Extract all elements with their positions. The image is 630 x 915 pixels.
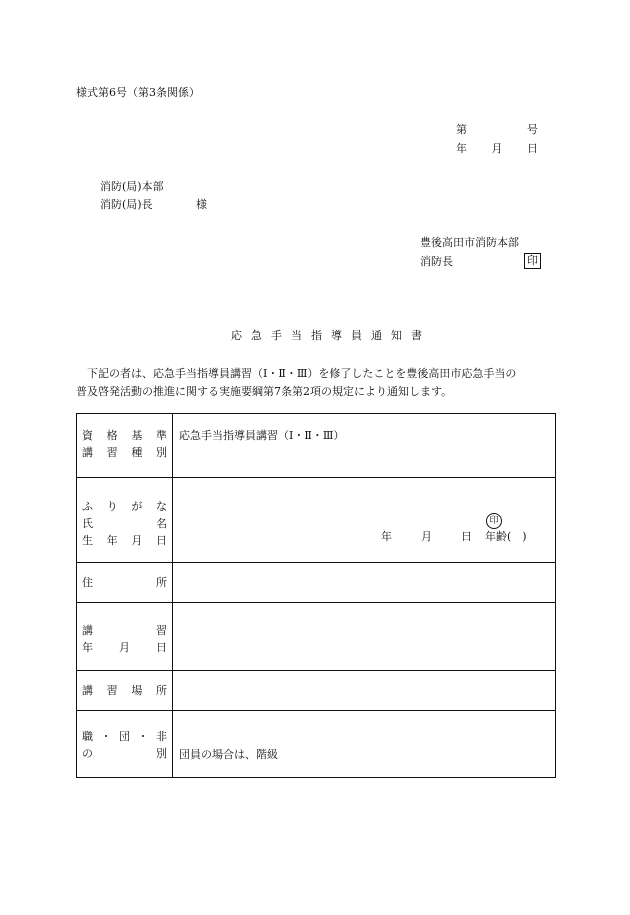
- person-value-cell: [173, 478, 556, 563]
- birthdate-label: 生 年 月 日: [82, 534, 167, 547]
- age-label: 年齢( ): [485, 530, 527, 543]
- category-label-line-1: 職 ・ 団 ・ 非: [82, 730, 167, 743]
- body-text-line-1: 下記の者は、応急手当指導員講習（Ⅰ・Ⅱ・Ⅲ）を修了したことを豊後高田市応急手当の: [76, 367, 517, 380]
- course-date-row: [77, 603, 556, 671]
- person-label-cell: [77, 478, 173, 563]
- course-date-label-cell: [77, 603, 173, 671]
- qualification-value: 応急手当指導員講習（Ⅰ・Ⅱ・Ⅲ）: [179, 429, 345, 442]
- number-suffix: 号: [527, 123, 538, 136]
- category-label-cell: [77, 711, 173, 778]
- sender-organization: 豊後高田市消防本部: [420, 236, 519, 249]
- qualification-row: [77, 414, 556, 478]
- document-date-line: [456, 143, 538, 154]
- course-date-label-line-2: 年 月 日: [82, 641, 167, 654]
- birth-day-label: 日: [461, 530, 472, 543]
- category-label-line-2: の 別: [82, 747, 167, 760]
- qualification-label-line-1: 資 格 基 準: [82, 429, 167, 442]
- furigana-label: ふ り が な: [82, 500, 167, 513]
- recipient-honorific: 様: [196, 198, 207, 211]
- person-row: [77, 478, 556, 563]
- qualification-label-cell: [77, 414, 173, 478]
- address-label-cell: [77, 563, 173, 603]
- date-day: 日: [527, 142, 538, 155]
- category-row: [77, 711, 556, 778]
- date-year: 年: [456, 142, 467, 155]
- number-prefix: 第: [456, 123, 467, 136]
- form-number: 様式第6号（第3条関係）: [76, 86, 200, 99]
- applicant-seal: 印: [486, 513, 502, 529]
- name-label: 氏 名: [82, 517, 167, 530]
- qualification-value-cell: [173, 414, 556, 478]
- course-place-row: [77, 671, 556, 711]
- qualification-label-line-2: 講 習 種 別: [82, 446, 167, 459]
- address-label: 住 所: [82, 576, 167, 589]
- birth-month-label: 月: [421, 530, 432, 543]
- sender-seal: [524, 253, 541, 269]
- category-value: 団員の場合は、階級: [179, 748, 278, 761]
- seal-mark: 印: [524, 253, 541, 269]
- document-title: 応急手当指導員通知書: [231, 329, 431, 342]
- address-value-cell: [173, 563, 556, 603]
- course-date-label-line-1: 講 習: [82, 624, 167, 637]
- body-text-line-2: 普及啓発活動の推進に関する実施要綱第7条第2項の規定により通知します。: [76, 385, 453, 398]
- category-value-cell: [173, 711, 556, 778]
- course-date-value-cell: [173, 603, 556, 671]
- course-place-label: 講 習 場 所: [82, 684, 167, 697]
- course-place-label-cell: [77, 671, 173, 711]
- birthdate-value-line: [381, 531, 527, 542]
- birth-year-label: 年: [381, 530, 392, 543]
- course-place-value-cell: [173, 671, 556, 711]
- recipient-line-2: 消防(局)長: [100, 198, 153, 211]
- date-month: 月: [491, 142, 503, 155]
- address-row: [77, 563, 556, 603]
- notice-table: [76, 413, 556, 778]
- document-number-line: [456, 124, 538, 135]
- sender-title: 消防長: [420, 255, 453, 268]
- recipient-line-1: 消防(局)本部: [100, 180, 164, 193]
